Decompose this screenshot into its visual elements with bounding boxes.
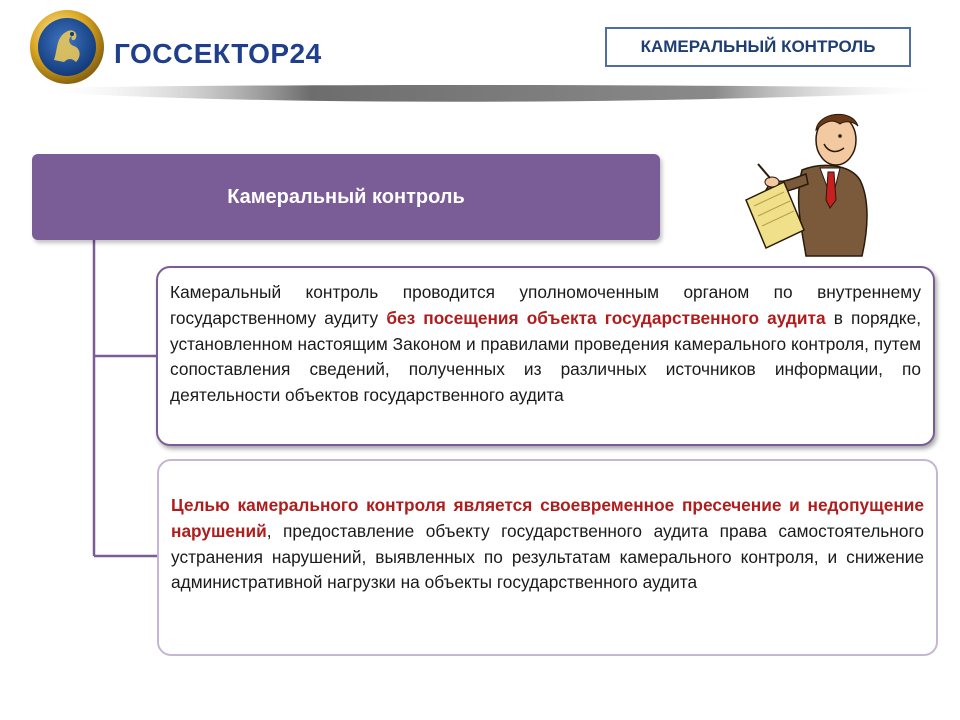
definition-highlight: без посещения объекта государственного аудита [386,307,826,328]
goal-text: , предоставление объекту государственного аудита права самостоятельного устранения нарушений, выявленных по результатам камерального контроля, и снижение административной нагрузки на объекты государственного аудита [171,520,924,593]
definition-text-cont: в порядке, установленном настоящим Законом и правилами проведения камерального контроля, путем сопоставления сведений, полученных из различных источников информации, по деятельности объектов государственного аудита [170,307,922,406]
definition-box [156,266,935,446]
goal-box [157,459,938,656]
definition-text: Камеральный контроль проводится уполномоченным органом по внутреннему государственному аудиту [170,282,921,328]
goal-highlight: Целью камерального контроля является своевременное пресечение и недопущение нарушений [171,495,924,541]
logo-emblem-icon [28,8,106,86]
logo-text: ГОССЕКТОР24 [114,38,322,69]
section-badge: КАМЕРАЛЬНЫЙ КОНТРОЛЬ [605,27,911,67]
logo [28,8,348,88]
page-title: Камеральный контроль [32,154,660,240]
clerk-illustration-icon [732,100,882,258]
